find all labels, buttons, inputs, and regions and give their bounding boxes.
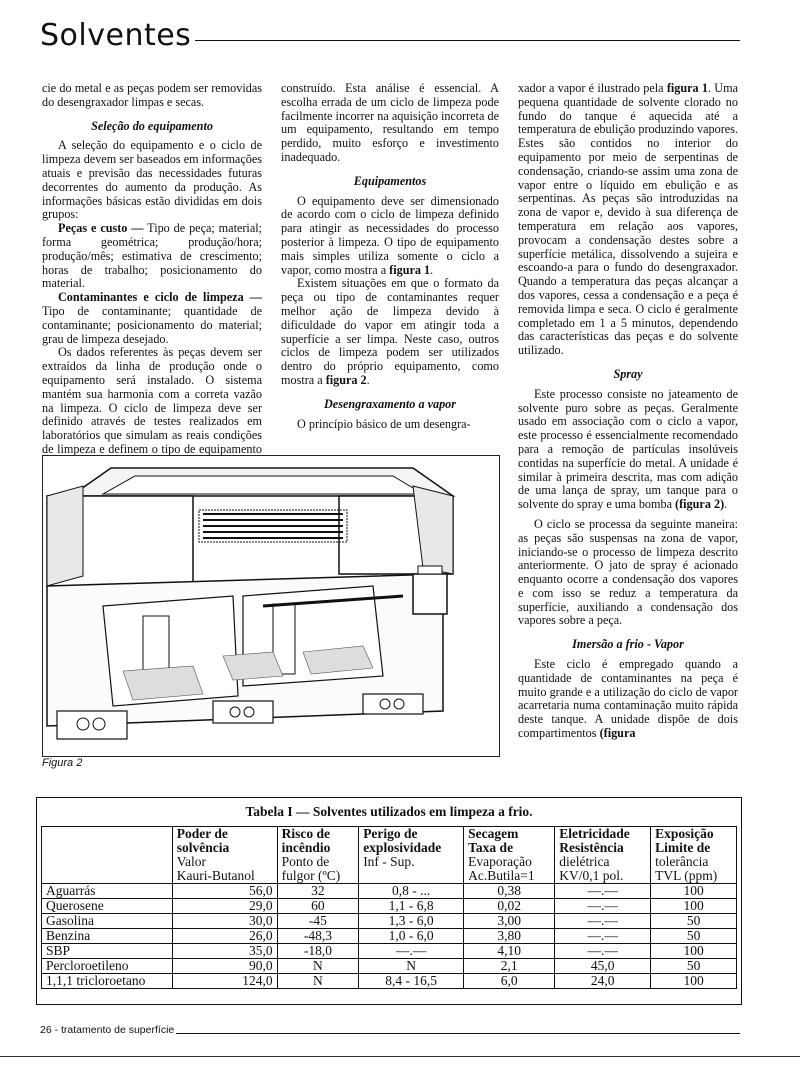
figure-caption: Figura 2 bbox=[42, 757, 83, 769]
body-text: O equipamento deve ser dimensionado de acordo com o ciclo de limpeza definido para atingir as necessidades do processo posterior à limpeza. O tipo de equipamento mais simples utiliza somente o ciclo a vapor, como mostra a bbox=[281, 193, 499, 277]
degreaser-illustration bbox=[42, 455, 500, 757]
table-row bbox=[42, 944, 737, 959]
paragraph bbox=[281, 277, 499, 387]
table-cell: 100 bbox=[651, 899, 737, 914]
body-text: . Uma pequena quantidade de solvente clorado no fundo do tanque é aquecida até a temperatura de ebulição produzindo vapores. Estes são contidos no interior do equipamento por meio de serpentinas de condensação, criando-se assim uma zona de vapor entre o líquido em ebulição e as serpentinas. As peças são introduzidas na zona de vapor e, devido à sua diferença de temperatura em relação aos vapores, provocam a condensação destes sobre a superfície metálica, dissolvendo a sujeira e escoando-a para o fundo do desengraxador. Quando a temperatura das peças alcançar a dos vapores, cessa a condensação e a peça é removida limpa e seca. O ciclo é geralmente completado em 1 a 5 minutos, dependendo das características das peças e do solvente utilizado. bbox=[518, 81, 738, 358]
section-heading: Seleção do equipamento bbox=[91, 118, 213, 133]
solvent-name-cell: Percloroetileno bbox=[42, 959, 173, 974]
page-header bbox=[40, 18, 740, 58]
table-cell: 56,0 bbox=[172, 884, 277, 899]
table-cell: -45 bbox=[277, 914, 359, 929]
body-text: Este processo consiste no jateamento de solvente puro sobre as peças. Geralmente usado em associação com o ciclo a vapor, este processo é essencialmente recomendado para a remoção de partículas insolúveis contidas na superfície do metal. A unidade é similar à primeira descrita, mas com adição de uma lança de spray, um tanque para o solvente do spray e uma bomba bbox=[518, 386, 738, 512]
column-header: Poder de solvência Valor Kauri-Butanol bbox=[172, 827, 277, 884]
body-text: Existem situações em que o formato da peça ou tipo de contaminantes requer melhor ação de limpeza devido à dificuldade do vapor em atingir toda a superfície a ser limpa. Neste caso, outros ciclos de limpeza podem ser utilizados dentro do próprio equipamento, como mostra a bbox=[281, 276, 499, 387]
table-cell: 3,00 bbox=[464, 914, 555, 929]
figure-ref: figura 1 bbox=[666, 81, 708, 95]
body-text: xador a vapor é ilustrado pela bbox=[518, 81, 667, 95]
table-cell: 50 bbox=[651, 914, 737, 929]
column-header: Exposição Limite de tolerância TVL (ppm) bbox=[651, 827, 737, 884]
lead-text: Peças e custo — bbox=[58, 221, 144, 236]
column-header bbox=[42, 827, 173, 884]
paragraph: Os dados referentes às peças devem ser extraídos da linha de produção onde o equipamento será instalado. O sistema mantém sua harmonia com a correta vazão na limpeza. O ciclo de limpeza deve ser definido através de testes realizados em laboratórios que simulam as reais condições de limpeza e definem o tipo de equipamento bbox=[42, 345, 262, 456]
body-text: . bbox=[430, 262, 434, 277]
table-row bbox=[42, 899, 737, 914]
table-cell: 6,0 bbox=[464, 974, 555, 989]
column-header: Secagem Taxa de Evaporação Ac.Butila=1 bbox=[464, 827, 555, 884]
table-cell: 0,02 bbox=[464, 899, 555, 914]
table-cell: 45,0 bbox=[555, 959, 651, 974]
paragraph bbox=[518, 82, 738, 358]
page-title: Solventes bbox=[40, 18, 195, 53]
table-cell: —.— bbox=[555, 929, 651, 944]
column-header: Eletricidade Resistência dielétrica KV/0,1 pol. bbox=[555, 827, 651, 884]
page-footer bbox=[40, 1024, 740, 1036]
table-body bbox=[42, 884, 737, 989]
table-cell: 0,8 - ... bbox=[359, 884, 464, 899]
paragraph bbox=[42, 291, 262, 346]
footer-text: 26 - tratamento de superfície bbox=[40, 1024, 175, 1036]
table-title: Tabela I — Solventes utilizados em limpeza a frio. bbox=[245, 804, 533, 819]
column-header: Risco de incêndio Ponto de fulgor (ºC) bbox=[277, 827, 359, 884]
solvent-name-cell: Querosene bbox=[42, 899, 173, 914]
figure-ref: figura 1 bbox=[389, 262, 431, 277]
solvent-name-cell: 1,1,1 tricloroetano bbox=[42, 974, 173, 989]
table-cell: N bbox=[277, 974, 359, 989]
table-cell: 0,38 bbox=[464, 884, 555, 899]
section-heading: Imersão a frio - Vapor bbox=[572, 637, 684, 652]
table-cell: —.— bbox=[555, 914, 651, 929]
table-cell: 124,0 bbox=[172, 974, 277, 989]
paragraph: cie do metal e as peças podem ser removidas do desengraxador limpas e secas. bbox=[42, 81, 262, 109]
table-cell: —.— bbox=[555, 884, 651, 899]
solvent-table-box bbox=[36, 797, 742, 1005]
table-cell: 2,1 bbox=[464, 959, 555, 974]
table-cell: 50 bbox=[651, 959, 737, 974]
table-cell: 4,10 bbox=[464, 944, 555, 959]
body-text: Tipo de contaminante; quantidade de contaminante; posicionamento do material; grau de limpeza desejado. bbox=[42, 303, 262, 346]
solvent-name-cell: Gasolina bbox=[42, 914, 173, 929]
paragraph bbox=[42, 222, 262, 291]
solvent-name-cell: SBP bbox=[42, 944, 173, 959]
paragraph bbox=[518, 388, 738, 512]
table-cell: 29,0 bbox=[172, 899, 277, 914]
column-3 bbox=[518, 82, 738, 741]
lead-text: Contaminantes e ciclo de limpeza — bbox=[58, 290, 262, 305]
table-cell: —.— bbox=[359, 944, 464, 959]
column-1 bbox=[42, 82, 262, 471]
table-cell: 90,0 bbox=[172, 959, 277, 974]
paragraph: O ciclo se processa da seguinte maneira: as peças são suspensas na zona de vapor, iniciando-se o processo de limpeza descrito anteriormente. O jato de spray é acionado enquanto ocorre a condensação dos vapores e com isso se reduz a temperatura da superfície, auxiliando a condensação dos vapores sobre a peça. bbox=[518, 516, 738, 628]
table-cell: 100 bbox=[651, 974, 737, 989]
table-cell: 1,1 - 6,8 bbox=[359, 899, 464, 914]
body-text: Tipo de peça; material; forma geométrica; produção/hora; produção/mês; estimativa de crescimento; horas de trabalho; posicionamento do material. bbox=[42, 221, 262, 291]
table-cell: N bbox=[359, 959, 464, 974]
table-row bbox=[42, 959, 737, 974]
table-cell: 32 bbox=[277, 884, 359, 899]
table-cell: 100 bbox=[651, 944, 737, 959]
solvent-name-cell: Benzina bbox=[42, 929, 173, 944]
table-cell: —.— bbox=[555, 899, 651, 914]
table-cell: —.— bbox=[555, 944, 651, 959]
column-2 bbox=[281, 82, 499, 431]
section-heading: Desengraxamento a vapor bbox=[323, 396, 457, 411]
table-cell: 35,0 bbox=[172, 944, 277, 959]
table-row bbox=[42, 974, 737, 989]
bottom-rule bbox=[0, 1056, 800, 1057]
table-cell: 8,4 - 16,5 bbox=[359, 974, 464, 989]
table-header-row bbox=[42, 827, 737, 884]
table-cell: 24,0 bbox=[555, 974, 651, 989]
paragraph bbox=[281, 195, 499, 278]
table-cell: -48,3 bbox=[277, 929, 359, 944]
table-cell: 1,3 - 6,0 bbox=[359, 914, 464, 929]
table-cell: 3,80 bbox=[464, 929, 555, 944]
degreaser-drawing bbox=[43, 456, 499, 756]
paragraph bbox=[518, 658, 738, 741]
table-row bbox=[42, 929, 737, 944]
table-cell: 100 bbox=[651, 884, 737, 899]
table-cell: 26,0 bbox=[172, 929, 277, 944]
figure-ref: (figura 2) bbox=[675, 497, 725, 512]
table-cell: -18,0 bbox=[277, 944, 359, 959]
table-row bbox=[42, 884, 737, 899]
section-heading: Equipamentos bbox=[353, 173, 427, 188]
figure-ref: (figura bbox=[599, 726, 636, 741]
paragraph: A seleção do equipamento e o ciclo de limpeza devem ser baseados em informações atuais e previsão das necessidades futuras decorrentes do aumento da produção. As informações básicas estão divididas em dois grupos: bbox=[42, 138, 262, 222]
table-row bbox=[42, 914, 737, 929]
paragraph: O princípio básico de um desengra- bbox=[297, 416, 471, 431]
table-cell: 1,0 - 6,0 bbox=[359, 929, 464, 944]
table-cell: 30,0 bbox=[172, 914, 277, 929]
body-text: . bbox=[366, 372, 370, 387]
table-cell: N bbox=[277, 959, 359, 974]
figure-ref: figura 2 bbox=[325, 372, 367, 387]
solvent-table bbox=[41, 826, 737, 989]
table-cell: 50 bbox=[651, 929, 737, 944]
body-text: Este ciclo é empregado quando a quantidade de contaminantes na peça é muito grande e a utilização do ciclo de vapor acarretaria numa contaminação muito rápida deste tanque. A unidade dispõe de dois compartimentos bbox=[518, 657, 738, 741]
section-heading: Spray bbox=[613, 366, 643, 381]
table-cell: 60 bbox=[277, 899, 359, 914]
paragraph: construído. Esta análise é essencial. A escolha errada de um ciclo de limpeza pode facilmente incorrer na aquisição incorreta de um equipamento, resultando em tempo perdido, muito esforço e investimento inadequado. bbox=[281, 81, 499, 164]
column-header: Perigo de explosividade Inf - Sup. bbox=[359, 827, 464, 884]
body-text: . bbox=[724, 497, 728, 512]
solvent-name-cell: Aguarrás bbox=[42, 884, 173, 899]
